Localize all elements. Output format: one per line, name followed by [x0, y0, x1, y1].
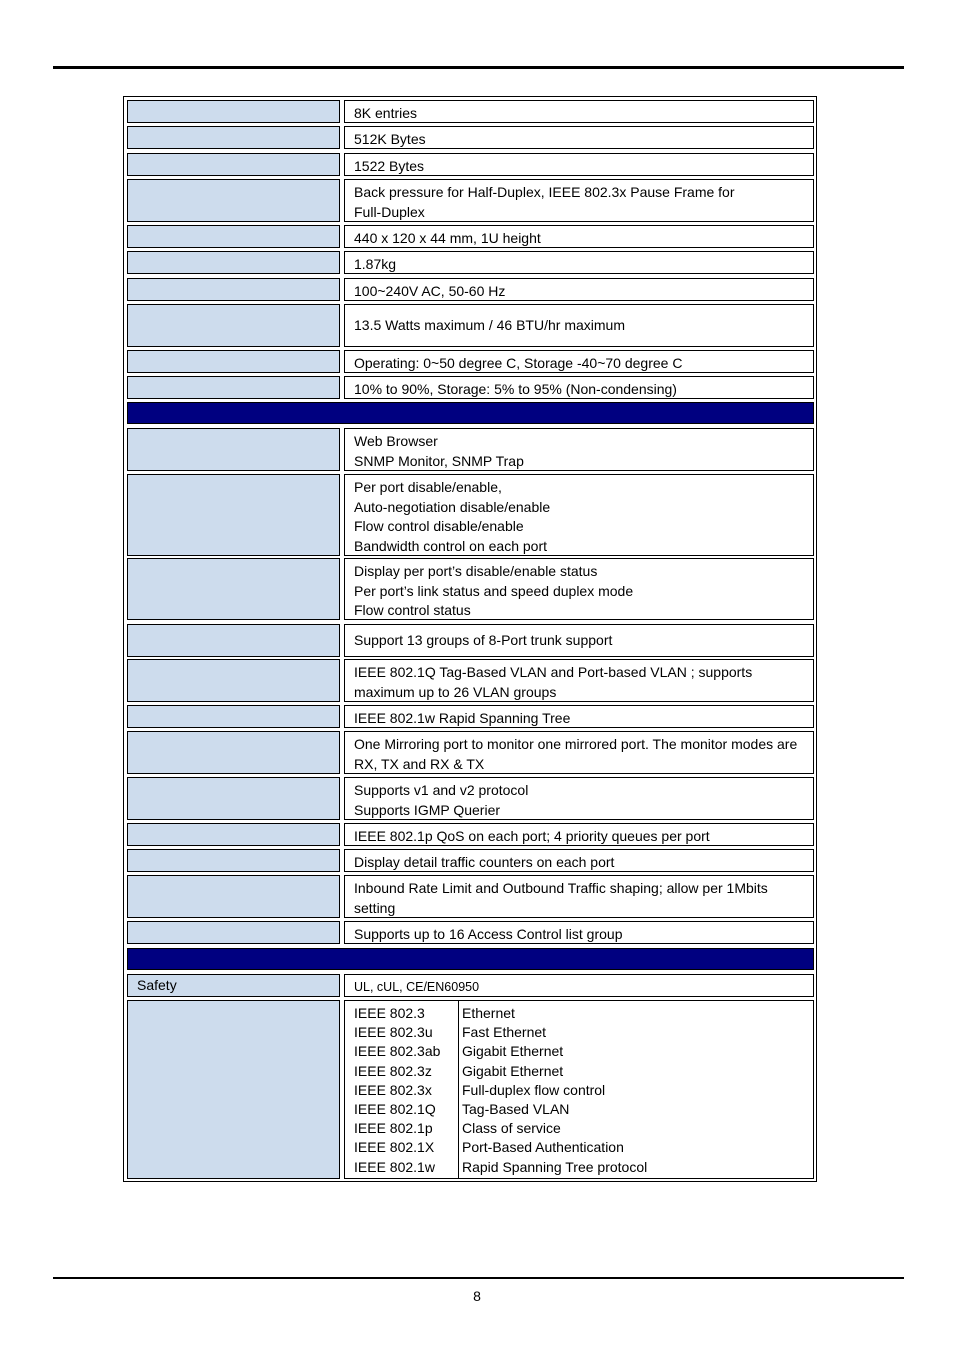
row-value: [344, 100, 814, 123]
value-line: setting: [354, 899, 396, 916]
value-line: 10% to 90%, Storage: 5% to 95% (Non-condensing): [354, 381, 677, 397]
table-row: [126, 777, 814, 820]
row-label: [127, 100, 340, 123]
header-rule: [53, 66, 904, 69]
row-label: [127, 705, 340, 728]
value-line: RX, TX and RX & TX: [354, 755, 485, 772]
value-line: UL, cUL, CE/EN60950: [354, 980, 480, 994]
row-label: [127, 126, 340, 149]
value-line: maximum up to 26 VLAN groups: [354, 683, 557, 700]
specification-table: [123, 96, 817, 1182]
table-row: [126, 179, 814, 222]
row-value: [344, 304, 814, 347]
footer-rule: [53, 1277, 904, 1279]
table-row: [126, 1000, 814, 1179]
table-row: [126, 974, 814, 997]
value-line: Back pressure for Half-Duplex, IEEE 802.3x Pause Frame for: [354, 184, 735, 200]
row-label: Safety: [127, 974, 340, 997]
table-row: [126, 126, 814, 149]
standard-description: Gigabit Ethernet: [462, 1062, 564, 1079]
table-row: [126, 731, 814, 774]
standard-description: Port-Based Authentication: [462, 1139, 624, 1156]
row-value: [344, 1000, 814, 1179]
value-line: One Mirroring port to monitor one mirrored port. The monitor modes are: [354, 736, 798, 752]
standard-description: Fast Ethernet: [462, 1024, 547, 1041]
value-line: 1522 Bytes: [354, 158, 425, 174]
page-number: 8: [473, 1288, 481, 1304]
row-value: [344, 624, 814, 657]
table-row: [126, 624, 814, 657]
table-row: [126, 153, 814, 176]
row-label: [127, 153, 340, 176]
row-label: [127, 849, 340, 872]
table-row: [126, 278, 814, 301]
row-value: [344, 974, 814, 997]
value-line: Display per port’s disable/enable status: [354, 563, 598, 579]
row-label: [127, 350, 340, 373]
row-value: [344, 153, 814, 176]
row-value: [344, 350, 814, 373]
standard-code: IEEE 802.3u: [354, 1024, 433, 1041]
standards-list: [345, 1001, 813, 1178]
row-value: [344, 705, 814, 728]
standard-description: Class of service: [462, 1120, 561, 1137]
value-line: Operating: 0~50 degree C, Storage -40~70 degree C: [354, 355, 683, 371]
row-value: [344, 875, 814, 918]
row-label: [127, 474, 340, 556]
standard-description: Gigabit Ethernet: [462, 1043, 564, 1060]
value-line: Bandwidth control on each port: [354, 537, 548, 554]
standard-code: IEEE 802.1w: [354, 1158, 435, 1175]
standard-code: IEEE 802.3: [354, 1005, 425, 1021]
row-label: [127, 921, 340, 944]
table-row: [126, 823, 814, 846]
table-row: [126, 100, 814, 123]
standard-code: IEEE 802.3x: [354, 1081, 432, 1098]
table-row: [126, 659, 814, 702]
row-value: [344, 225, 814, 248]
row-label: [127, 558, 340, 620]
value-line: IEEE 802.1p QoS on each port; 4 priority queues per port: [354, 828, 710, 844]
standard-descriptions: [462, 1004, 647, 1177]
row-label: [127, 278, 340, 301]
value-line: 440 x 120 x 44 mm, 1U height: [354, 230, 541, 246]
standard-code: IEEE 802.1X: [354, 1139, 435, 1156]
row-label: [127, 1000, 340, 1179]
row-value: [344, 126, 814, 149]
row-value: [344, 777, 814, 820]
value-line: Display detail traffic counters on each port: [354, 854, 615, 870]
standard-codes: [354, 1004, 440, 1177]
value-line: 1.87kg: [354, 256, 397, 272]
table-row: [126, 350, 814, 373]
row-value: [344, 823, 814, 846]
value-line: Flow control disable/enable: [354, 518, 524, 534]
table-row: [126, 225, 814, 248]
row-label: [127, 777, 340, 820]
value-line: Inbound Rate Limit and Outbound Traffic shaping; allow per 1Mbits: [354, 880, 768, 896]
column-divider: [458, 1001, 459, 1178]
table-row: [126, 705, 814, 728]
table-row: [126, 474, 814, 556]
row-value: [344, 179, 814, 222]
value-line: Flow control status: [354, 602, 471, 618]
standard-code: IEEE 802.1Q: [354, 1101, 436, 1118]
table-row: [126, 428, 814, 471]
value-line: IEEE 802.1w Rapid Spanning Tree: [354, 710, 571, 726]
value-line: IEEE 802.1Q Tag-Based VLAN and Port-based VLAN ; supports: [354, 664, 753, 680]
value-line: 512K Bytes: [354, 131, 426, 147]
value-line: 13.5 Watts maximum / 46 BTU/hr maximum: [354, 316, 625, 333]
section-header-bar: [127, 402, 814, 424]
row-value: [344, 659, 814, 702]
standard-code: IEEE 802.1p: [354, 1120, 433, 1137]
value-line: SNMP Monitor, SNMP Trap: [354, 452, 524, 469]
row-value: [344, 921, 814, 944]
value-line: Per port’s link status and speed duplex mode: [354, 582, 634, 599]
row-label: [127, 659, 340, 702]
row-value: [344, 849, 814, 872]
row-label: [127, 823, 340, 846]
section-header-bar: [127, 948, 814, 970]
row-value: [344, 474, 814, 556]
value-line: 8K entries: [354, 105, 418, 121]
row-label: [127, 179, 340, 222]
row-value: [344, 251, 814, 274]
row-label: [127, 731, 340, 774]
value-line: Supports up to 16 Access Control list group: [354, 926, 623, 942]
row-value: [344, 428, 814, 471]
value-line: Supports IGMP Querier: [354, 801, 501, 818]
standard-code: IEEE 802.3ab: [354, 1043, 441, 1060]
row-value: [344, 278, 814, 301]
standard-code: IEEE 802.3z: [354, 1062, 432, 1079]
section-header-band: [126, 402, 814, 424]
section-header-band: [126, 948, 814, 970]
standard-description: Tag-Based VLAN: [462, 1101, 570, 1118]
table-row: [126, 376, 814, 399]
row-label: [127, 624, 340, 657]
row-value: [344, 731, 814, 774]
row-label: [127, 304, 340, 347]
value-line: Web Browser: [354, 433, 438, 449]
row-label: [127, 875, 340, 918]
table-row: [126, 875, 814, 918]
row-label: [127, 251, 340, 274]
standard-description: Rapid Spanning Tree protocol: [462, 1158, 648, 1175]
value-line: Support 13 groups of 8-Port trunk support: [354, 631, 613, 648]
row-label: [127, 225, 340, 248]
standard-description: Full-duplex flow control: [462, 1081, 606, 1098]
table-row: [126, 251, 814, 274]
value-line: 100~240V AC, 50-60 Hz: [354, 283, 506, 299]
table-row: [126, 921, 814, 944]
row-value: [344, 376, 814, 399]
row-label: [127, 428, 340, 471]
standard-description: Ethernet: [462, 1005, 515, 1021]
table-row: [126, 304, 814, 347]
table-row: [126, 849, 814, 872]
row-label: [127, 376, 340, 399]
value-line: Supports v1 and v2 protocol: [354, 782, 529, 798]
row-value: [344, 558, 814, 620]
value-line: Auto-negotiation disable/enable: [354, 498, 551, 515]
value-line: Full-Duplex: [354, 203, 425, 220]
value-line: Per port disable/enable,: [354, 479, 502, 495]
table-row: [126, 558, 814, 620]
